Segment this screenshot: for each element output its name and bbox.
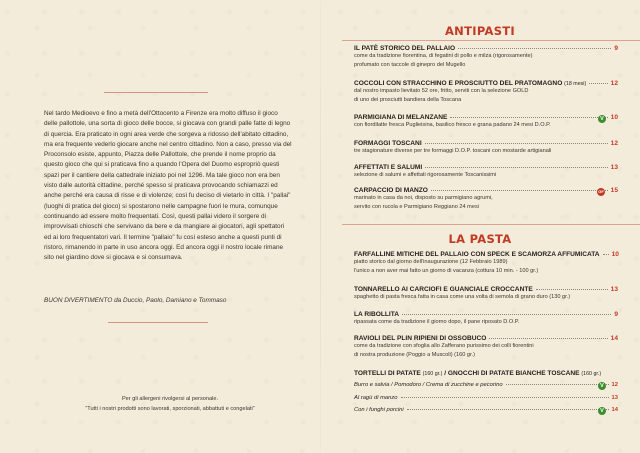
item-name: FARFALLINE MITICHE DEL PALLAIO CON SPECK E SCAMORZA AFFUMICATA [354,251,600,258]
menu-item [354,45,618,69]
item-description: marinato in casa da noi, disposto su parmigiano agrumi, [354,195,493,201]
pasta-title: LA PASTA [448,232,512,246]
top-divider [104,92,208,93]
leader-dots [407,409,609,410]
tortelli-option [354,407,618,413]
name-separator: / [444,370,447,377]
item-description: ripassata come da tradizione il giorno dopo, il pane riposato D.O.P. [354,319,520,325]
item-name-text: COCCOLI CON STRACCHINO E PROSCIUTTO DEL PRATOMAGNO [354,80,563,87]
item-price: 10 [611,251,619,258]
menu-item [354,164,618,180]
item-price: 9 [614,45,618,52]
option-label: Al ragù di manzo [354,395,398,401]
item-price: 12 [610,80,618,87]
item-price: 12 [610,140,618,147]
gluten-free-badge-icon: GF [598,189,604,194]
allergen-line-2-text: Tutti i nostri prodotti sono lavorati, sporzionati, abbattuti e congelati [87,406,253,412]
leader-dots [458,48,611,49]
tortelli-option [354,395,618,401]
item-description: di nostra produzione (Poggio a Muscoli) (160 gr.) [354,351,475,358]
leader-dots [450,117,607,118]
leader-dots [425,143,608,144]
leader-dots [401,397,609,398]
item-description: con fiordilatte fresca Puglieisina, basilico fresco e grana padano 24 mesi D.O.P. [354,122,551,128]
allergen-line-2: “Tutti i nostri prodotti sono lavorati, sporzionati, abbattuti e congelati” [85,406,255,412]
option-label: Con i funghi porcini [354,407,404,413]
tortelli-option [354,382,618,388]
item-description: come da tradizione con sfoglia allo Zafferano purissimo dei colli fiorentini [354,343,534,349]
item-name [354,80,586,87]
menu-item [354,335,618,359]
antipasti-rule [342,40,640,41]
item-price: 13 [610,286,618,293]
item-name [354,370,601,377]
item-description: l'unico a non aver mai fatto un giorno di vacanza (cottura 10 min. - 100 gr.) [354,267,539,274]
item-description: piatto storico dal giorno dell'inaugurazione (12 Febbraio 1989) [354,259,508,265]
vegetarian-badge-icon: V [598,382,606,390]
right-page [320,0,640,453]
menu-item [354,187,618,211]
tortelli-note: (160 gr.) [422,371,443,377]
pasta-rule [342,224,640,225]
item-description: selezione di salumi e affettati rigorosamente Toscanissimi [354,172,497,178]
vegetarian-badge-icon: V [598,407,606,415]
item-description: profumato con taccole di ginepro del Mugello [354,61,466,68]
menu-item [354,114,618,130]
item-price: 10 [610,114,618,121]
allergen-line-1: Per gli allergeni rivolgersi al personale. [121,396,219,402]
history-paragraph: Nel tardo Medioevo e fino a metà dell'Ottocento a Firenze era molto diffuso il gioco delle pallottole, una sorta di gioco delle bocce, si giocava con grandi palle fatte di legno di quercia. Era praticato in ogni area verde che sorgeva a ridosso dell'abitato cittadino, ma era frequente vederlo giocare anche nel centro cittadino. Non a caso, presso via del Proconsolo esiste, appunto, Piazza delle Pallottole, che prende il nome proprio da questo gioco che qui si praticava fino a quando l'Opera del Duomo espropriò questi spazi per il cantiere della cattedrale iniziato poi nel 1296. Ma tale gioco non era ben visto dalle autorità cittadine, perché spesso si praticava provocando schiamazzi ed anche perché era causa di risse e di violenze; così fu deciso di vietarlo in città. I "pallai" (luoghi di pratica del gioco) si spostarono nelle campagne fuori le mura, comunque continuando ad essere molto frequentati. Così, questi pallai videro il sorgere di improvvisati chioschi che servivano da bere e da mangiare ai giocatori, agli spettatori ed ai loro frequentatori vari. Il termine "pallaio" fu così esteso anche a questi punti di ristoro, rimanendo in parte in uso ancora oggi. Ed ancora oggi il nostro locale rimane sito nel giardino dove si giocava e si consumava. [44,110,292,262]
leader-dots [536,289,608,290]
menu-item [354,311,618,327]
item-name: TONNARELLO AI CARCIOFI E GUANCIALE CROCCANTE [354,286,533,293]
item-name: LA RIBOLLITA [354,311,400,318]
item-name: FORMAGGI TOSCANI [354,140,422,147]
item-price: 13 [610,164,618,171]
item-name: CARPACCIO DI MANZO [354,187,428,194]
menu-item [354,251,618,275]
item-name: AFFETTATI E SALUMI [354,164,423,171]
menu-item [354,286,618,302]
item-name: IL PATÈ STORICO DEL PALLAIO [354,45,456,52]
leader-dots [489,338,607,339]
antipasti-title: ANTIPASTI [444,24,516,38]
item-description: servito con rucola e Parmigiano Reggiano 24 mesi [354,203,479,210]
item-price: 15 [610,187,618,194]
leader-dots [402,314,611,315]
item-name: RAVIOLI DEL PLIN RIPIENI DI OSSOBUCO [354,335,487,342]
gnocchi-note: (160 gr.) [581,371,602,377]
item-price: 14 [610,335,618,342]
option-label: Burro e salvia / Pomodoro / Crema di zucchine e pecorino [354,382,503,388]
leader-dots [506,384,609,385]
leader-dots [603,254,609,255]
tortelli-heading [354,370,618,377]
menu-item [354,80,618,104]
item-description: di uno dei prosciutti bandiera della Toscana [354,96,462,103]
item-description: come da tradizione fiorentina, di fegatini di pollo e milza (rigorosamente) [354,53,533,59]
bottom-divider [108,322,208,323]
leader-dots [589,83,607,84]
option-price: 13 [611,395,618,401]
menu-item [354,140,618,156]
item-name: PARMIGIANA DI MELANZANE [354,114,448,121]
tortelli-name: TORTELLI DI PATATE [354,370,421,377]
signature: BUON DIVERTIMENTO da Duccio, Paolo, Damiano e Tommaso [44,297,227,304]
allergen-note [60,394,280,414]
vegetarian-badge-icon: V [598,115,606,123]
item-description: tre stagionature diverse per tre formaggi D.O.P. toscani con mostarde artigianali [354,148,552,154]
item-description: dal nostro impasto lievitato 52 ore, fritto, serviti con la selezione GOLD [354,88,529,94]
gnocchi-name: GNOCCHI DI PATATE BIANCHE TOSCANE [447,370,580,377]
option-price: 12 [611,382,618,388]
item-description: spaghetto di pasta fresca fatta in casa come una volta di semola di grano duro (130 gr.) [354,294,571,300]
item-name-note: (18 mesi) [564,81,587,87]
option-price: 14 [611,407,618,413]
leader-dots [425,167,607,168]
item-price: 9 [614,311,618,318]
leader-dots [431,190,608,191]
